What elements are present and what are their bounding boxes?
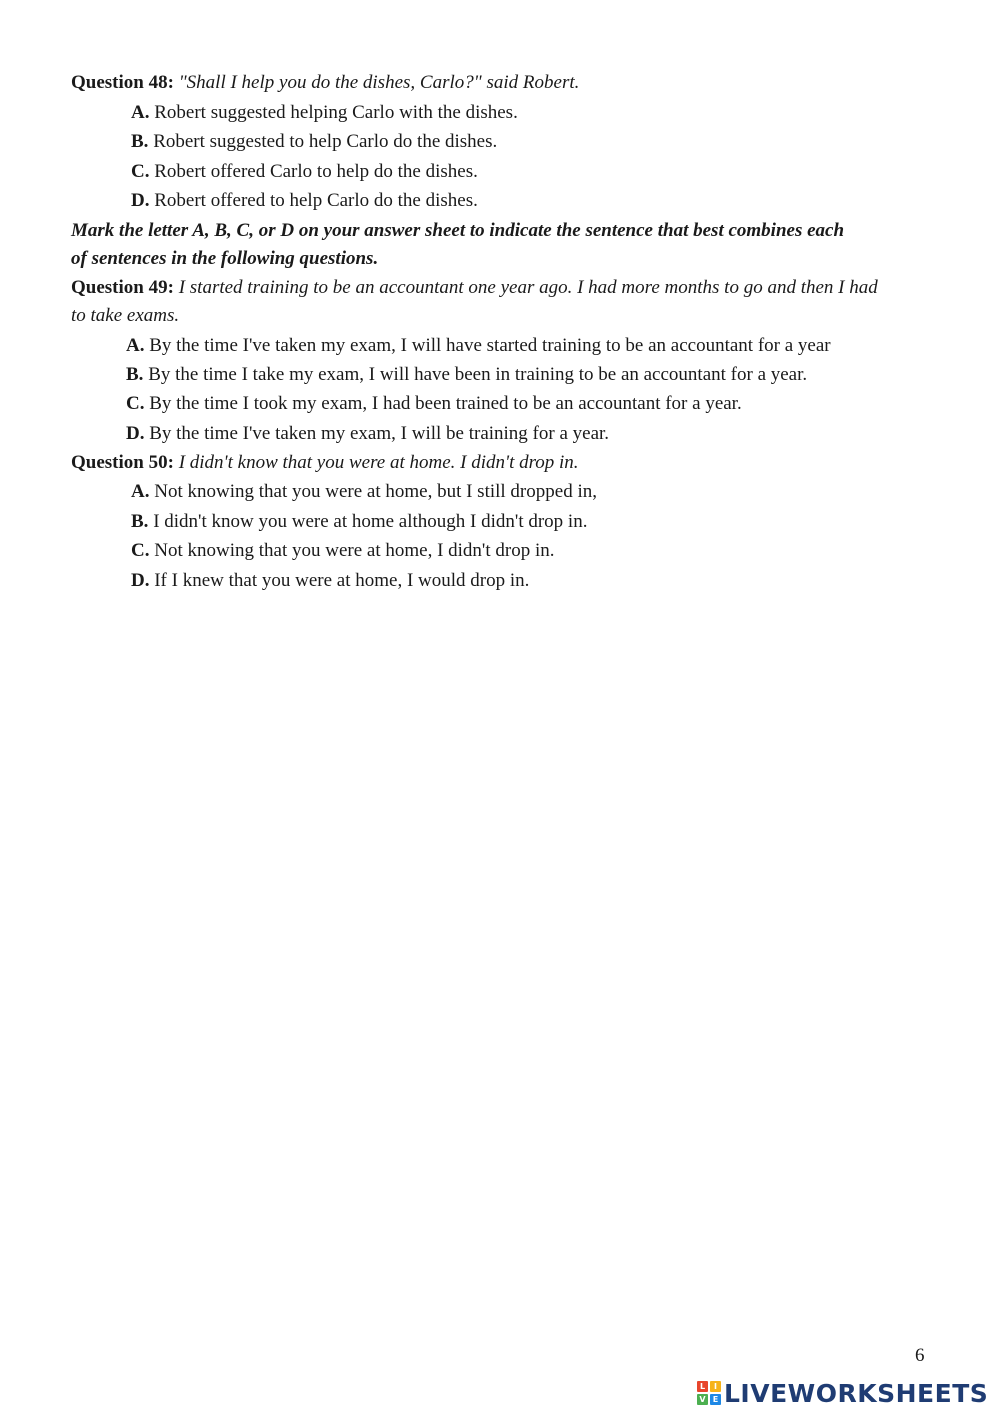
liveworksheets-logo[interactable] [697,1377,988,1409]
question-48 [71,71,579,95]
option-text: Not knowing that you were at home, I didn't drop in. [154,540,555,561]
option-text: Robert offered Carlo to help do the dishes. [154,161,478,182]
page-number: 6 [915,1345,925,1366]
option-letter: A. [131,481,150,502]
option-letter: B. [131,511,149,532]
option-letter: D. [131,570,150,591]
option-a[interactable] [131,480,597,504]
option-c[interactable] [126,392,742,416]
logo-letter: E [710,1394,721,1405]
logo-letter: V [697,1394,708,1405]
option-a[interactable] [126,334,831,358]
option-text: Robert offered to help Carlo do the dishes. [154,190,478,211]
option-b[interactable] [131,130,497,154]
option-letter: B. [131,131,149,152]
question-49 [71,276,878,300]
option-letter: A. [126,335,145,356]
option-letter: C. [126,393,145,414]
option-letter: C. [131,161,150,182]
option-d[interactable] [131,189,478,213]
question-50 [71,451,579,475]
option-text: By the time I take my exam, I will have been in training to be an accountant for a year. [148,364,808,385]
question-text-continued: to take exams. [71,305,180,326]
option-d[interactable] [131,569,529,593]
option-text: Robert suggested helping Carlo with the dishes. [154,102,518,123]
option-letter: D. [126,423,145,444]
question-text: "Shall I help you do the dishes, Carlo?" said Robert. [178,72,580,93]
option-d[interactable] [126,422,609,446]
option-letter: C. [131,540,150,561]
option-letter: B. [126,364,144,385]
option-text: I didn't know you were at home although I didn't drop in. [153,511,588,532]
option-b[interactable] [131,510,587,534]
question-text: I didn't know that you were at home. I didn't drop in. [178,452,579,473]
logo-grid-icon [697,1381,721,1405]
option-a[interactable] [131,101,518,125]
option-text: By the time I've taken my exam, I will have started training to be an accountant for a year [149,335,831,356]
option-c[interactable] [131,539,554,563]
option-text: By the time I took my exam, I had been trained to be an accountant for a year. [149,393,742,414]
option-b[interactable] [126,363,807,387]
question-text: I started training to be an accountant one year ago. I had more months to go and then I had [178,277,878,298]
question-label: Question 49: [71,277,174,298]
logo-letter: I [710,1381,721,1392]
question-label: Question 50: [71,452,174,473]
option-text: By the time I've taken my exam, I will be training for a year. [149,423,610,444]
option-text: If I knew that you were at home, I would drop in. [154,570,530,591]
option-text: Not knowing that you were at home, but I still dropped in, [154,481,597,502]
logo-letter: L [697,1381,708,1392]
option-text: Robert suggested to help Carlo do the dishes. [153,131,498,152]
option-c[interactable] [131,160,478,184]
question-label: Question 48: [71,72,174,93]
option-letter: A. [131,102,150,123]
instruction-line-2: of sentences in the following questions. [71,248,379,269]
logo-text: LIVEWORKSHEETS [724,1378,989,1408]
option-letter: D. [131,190,150,211]
instruction-line-1: Mark the letter A, B, C, or D on your answer sheet to indicate the sentence that best combines each [71,220,845,241]
